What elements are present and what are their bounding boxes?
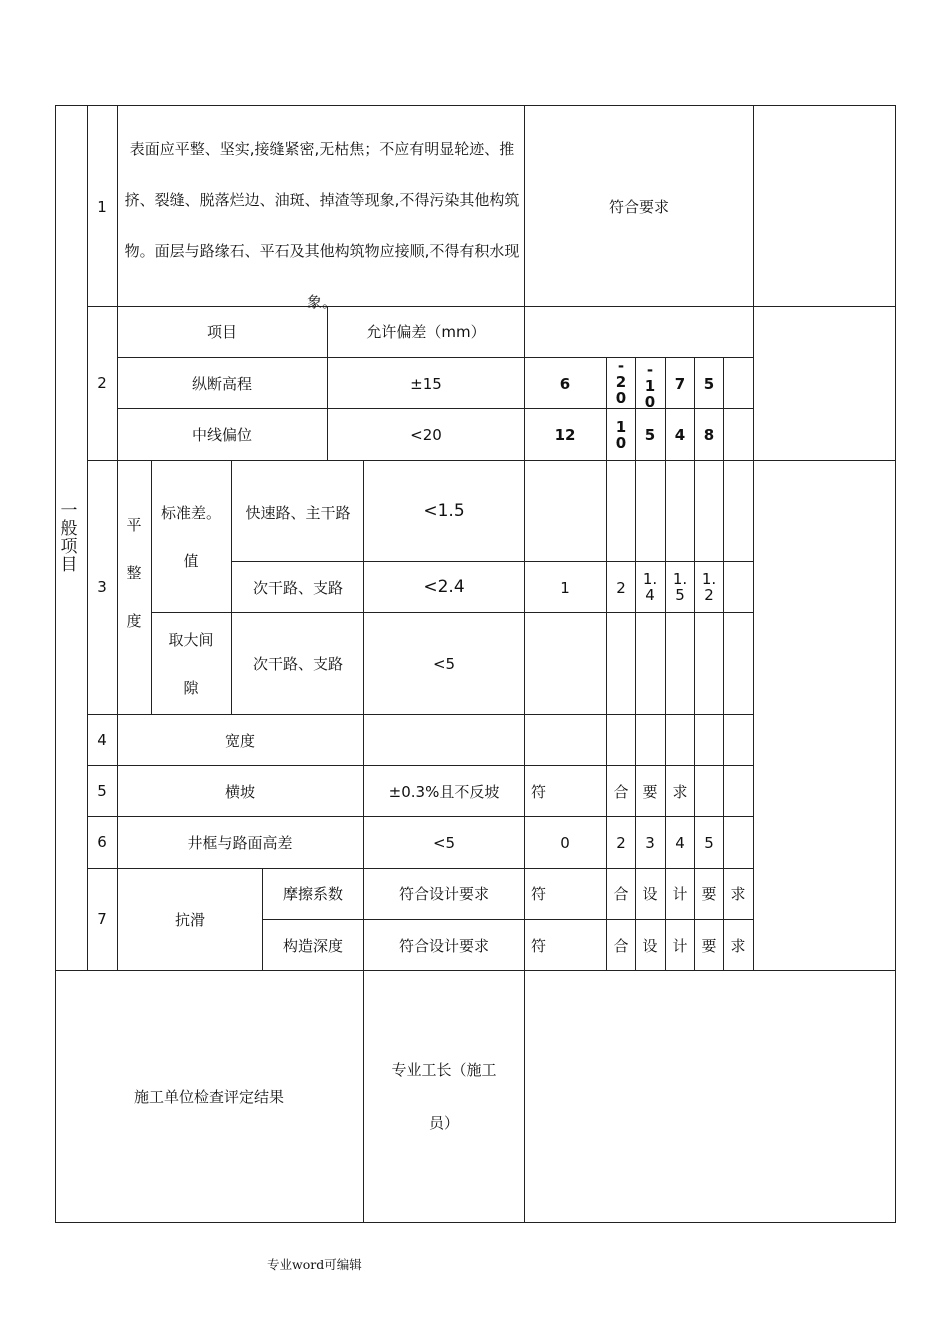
measured-value: 符 xyxy=(531,937,547,955)
rule xyxy=(606,460,607,971)
rule xyxy=(87,105,88,971)
rule xyxy=(87,714,754,715)
measured-value: 2 xyxy=(616,579,626,597)
measured-value: 4 xyxy=(675,834,685,852)
measured-value: 0 xyxy=(560,834,570,852)
rule xyxy=(363,970,364,1223)
measured-value: 合 xyxy=(613,937,629,955)
rule xyxy=(694,357,695,460)
measured-value: 5 xyxy=(644,426,656,444)
rule xyxy=(753,105,754,971)
measured-value: 计 xyxy=(672,885,688,903)
row-number: 1 xyxy=(97,198,107,216)
row-number: 6 xyxy=(97,833,107,851)
measured-value: 设 xyxy=(642,937,658,955)
rule xyxy=(694,460,695,971)
rule xyxy=(87,765,754,766)
sub-item-label: 构造深度 xyxy=(282,937,344,955)
measured-value: 计 xyxy=(672,937,688,955)
tolerance: ±15 xyxy=(410,375,442,393)
sub-item-label: 摩擦系数 xyxy=(282,885,344,903)
flatness-group-label: 平整度 xyxy=(126,516,142,630)
measured-value: 求 xyxy=(672,783,688,801)
tolerance: ±0.3%且不反坡 xyxy=(388,783,500,801)
measured-value: -20 xyxy=(615,357,627,407)
item-label: 井框与路面高差 xyxy=(187,834,293,852)
rule xyxy=(606,357,607,460)
row1-result: 符合要求 xyxy=(608,198,670,216)
measured-value: 符 xyxy=(531,885,547,903)
measured-value: 5 xyxy=(703,375,715,393)
foreman-role-label: 专业工长（施工员） xyxy=(391,1061,497,1132)
rule xyxy=(117,357,754,358)
rule xyxy=(232,561,754,562)
measured-value: 2 xyxy=(616,834,626,852)
rule xyxy=(665,357,666,460)
max-gap-label: 取大间隙 xyxy=(168,631,214,697)
header-item: 项目 xyxy=(206,323,238,341)
rule xyxy=(117,105,118,971)
measured-value: 10 xyxy=(615,418,627,452)
measured-value: 要 xyxy=(701,885,717,903)
row-number: 2 xyxy=(97,374,107,392)
requirement: 符合设计要求 xyxy=(398,885,490,903)
signature-area xyxy=(525,971,895,1222)
rule xyxy=(87,868,754,869)
measured-value: 1 xyxy=(560,579,570,597)
tolerance: <5 xyxy=(432,834,456,852)
measured-value: 7 xyxy=(674,375,686,393)
road-type: 次干路、支路 xyxy=(252,579,344,597)
rule xyxy=(231,460,232,715)
rule xyxy=(723,357,724,460)
row-number: 5 xyxy=(97,782,107,800)
tolerance: <2.4 xyxy=(423,576,465,597)
border-top xyxy=(55,105,896,106)
rule xyxy=(635,357,636,460)
measured-value: 要 xyxy=(701,937,717,955)
rule xyxy=(117,408,754,409)
footer-note: 专业word可编辑 xyxy=(267,1257,362,1272)
tolerance: <5 xyxy=(432,655,456,673)
item-label: 宽度 xyxy=(224,732,256,750)
rule xyxy=(723,460,724,971)
rule xyxy=(363,460,364,971)
measured-value: 4 xyxy=(674,426,686,444)
rule xyxy=(152,612,754,613)
item-label: 中线偏位 xyxy=(191,426,253,444)
road-type: 快速路、主干路 xyxy=(245,504,351,522)
item-label: 纵断高程 xyxy=(191,375,253,393)
measured-value: 合 xyxy=(613,783,629,801)
measured-value: 3 xyxy=(645,834,655,852)
measured-value: 求 xyxy=(730,937,746,955)
measured-value: 符 xyxy=(531,783,547,801)
measured-value: 6 xyxy=(559,375,571,393)
requirement: 符合设计要求 xyxy=(398,937,490,955)
header-tolerance: 允许偏差（mm） xyxy=(366,323,486,341)
row1-requirement-text: 表面应平整、坚实,接缝紧密,无枯焦；不应有明显轮迹、推挤、裂缝、脱落烂边、油斑、掉渣等现象,不得污染其他构筑物。面层与路缘石、平石及其他构筑物应接顺,不得有积水现象。 xyxy=(124,140,520,311)
border-right xyxy=(895,105,896,1223)
rule xyxy=(263,919,754,920)
measured-value: -10 xyxy=(644,362,656,410)
measured-value: 8 xyxy=(703,426,715,444)
measured-value: 设 xyxy=(642,885,658,903)
measured-value: 12 xyxy=(554,426,576,444)
rule xyxy=(665,460,666,971)
measured-value: 5 xyxy=(704,834,714,852)
item-label: 抗滑 xyxy=(174,911,206,929)
evaluation-result-label: 施工单位检查评定结果 xyxy=(133,1088,285,1106)
tolerance: <1.5 xyxy=(423,500,465,521)
section-label: 一般项目 xyxy=(60,501,78,575)
tolerance: <20 xyxy=(410,426,442,444)
border-bottom xyxy=(55,1222,896,1223)
measured-value: 1.5 xyxy=(672,570,688,604)
measured-value: 合 xyxy=(613,885,629,903)
road-type: 次干路、支路 xyxy=(252,655,344,673)
std-dev-label: 标准差。值 xyxy=(161,504,222,570)
measured-value: 要 xyxy=(642,783,658,801)
item-label: 横坡 xyxy=(224,783,256,801)
border-left xyxy=(55,105,56,1223)
rule xyxy=(87,816,754,817)
rule xyxy=(327,306,328,460)
rule xyxy=(635,460,636,971)
measured-value: 1.4 xyxy=(642,570,658,604)
rule xyxy=(87,460,896,461)
measured-value: 求 xyxy=(730,885,746,903)
row-number: 3 xyxy=(97,578,107,596)
row-number: 4 xyxy=(97,731,107,749)
rule xyxy=(262,868,263,971)
row-number: 7 xyxy=(97,910,107,928)
measured-value: 1.2 xyxy=(701,570,717,604)
rule xyxy=(151,460,152,715)
